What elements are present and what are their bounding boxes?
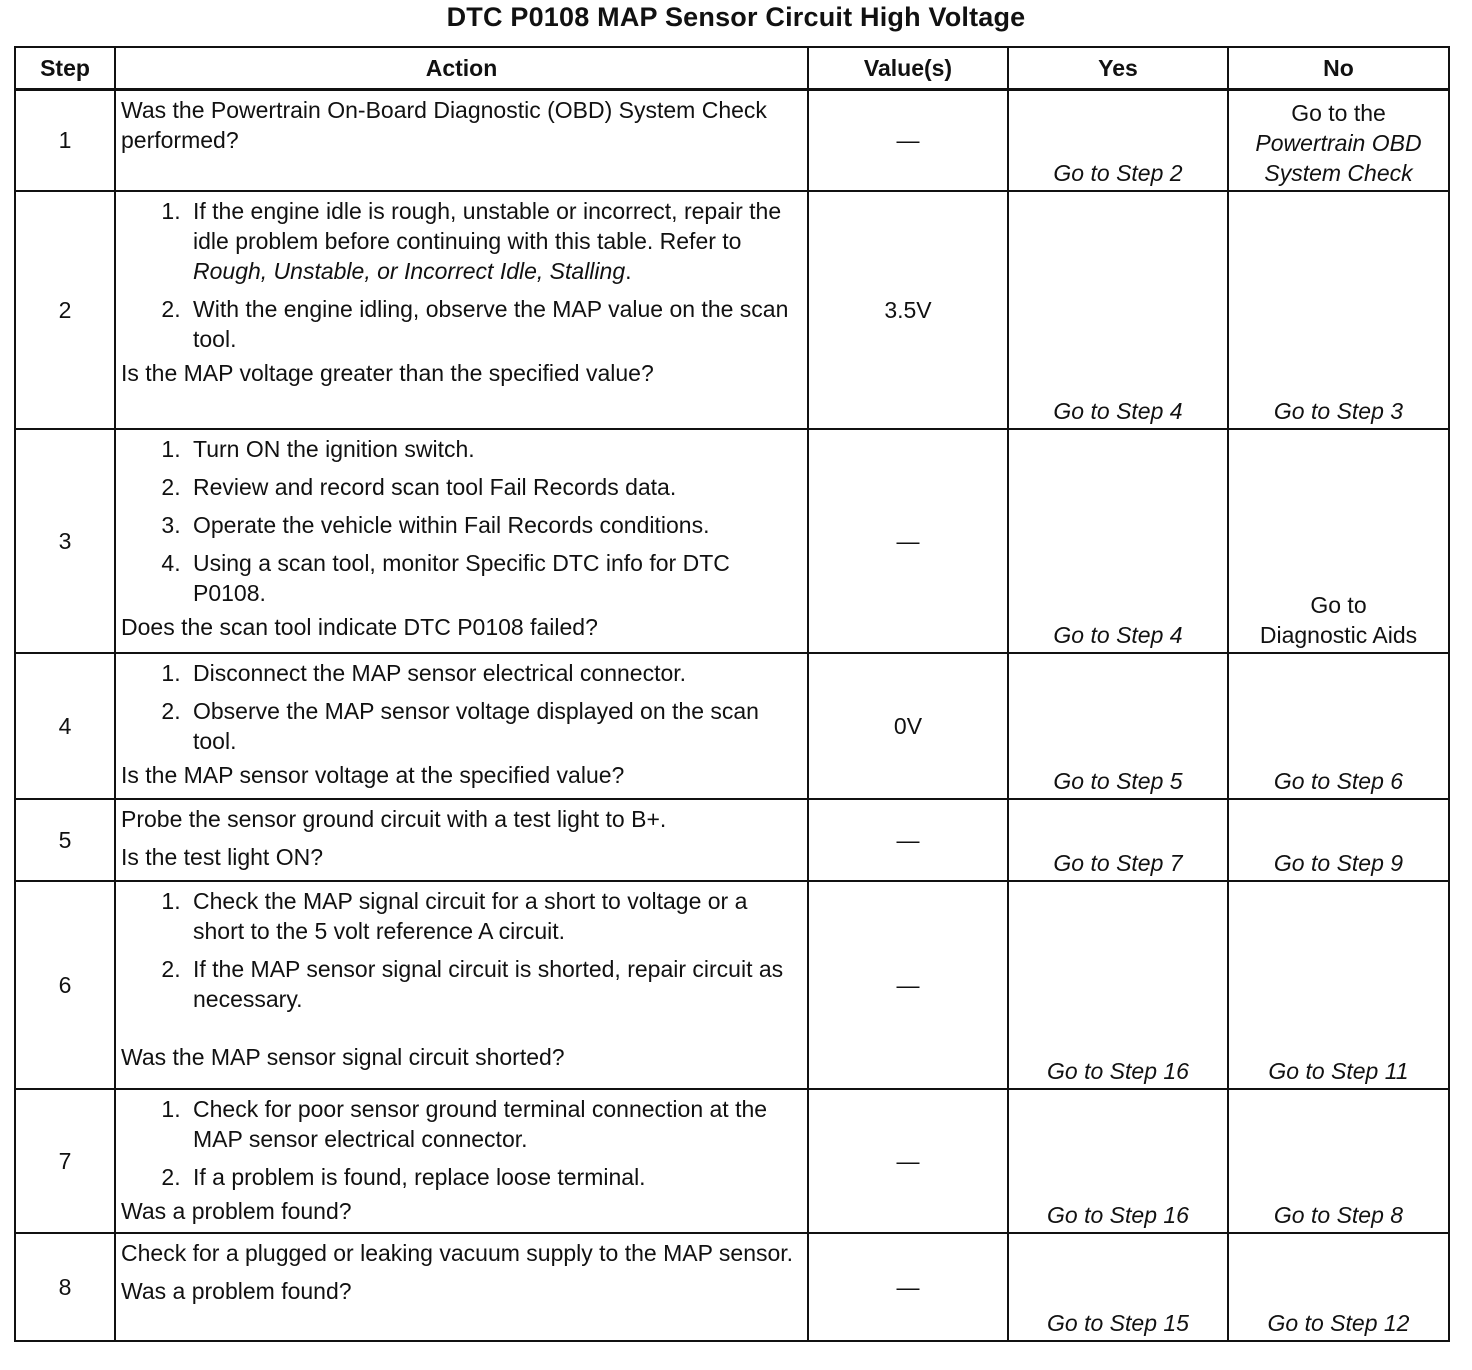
page-title: DTC P0108 MAP Sensor Circuit High Voltage bbox=[446, 2, 1026, 32]
no-link[interactable]: Go to Step 6 bbox=[1228, 653, 1449, 799]
blank-space bbox=[121, 1018, 801, 1042]
value-cell: 3.5V bbox=[808, 191, 1008, 429]
list-item: 2. Observe the MAP sensor voltage displayed on the scan tool. bbox=[187, 696, 801, 756]
value-cell: — bbox=[808, 1233, 1008, 1341]
no-link[interactable] bbox=[1228, 90, 1449, 191]
no-link[interactable]: Go to Step 8 bbox=[1228, 1089, 1449, 1233]
no-link[interactable] bbox=[1228, 429, 1449, 653]
diagnostic-table bbox=[14, 46, 1450, 1342]
action-text: Was the Powertrain On-Board Diagnostic (OBD) System Check performed? bbox=[121, 97, 767, 153]
action-cell bbox=[115, 191, 808, 429]
list-item: 3. Operate the vehicle within Fail Records conditions. bbox=[187, 510, 801, 540]
value-cell: — bbox=[808, 799, 1008, 881]
step-number: 8 bbox=[15, 1233, 115, 1341]
action-steps-list bbox=[121, 658, 801, 756]
list-item: 2. Review and record scan tool Fail Records data. bbox=[187, 472, 801, 502]
action-cell bbox=[115, 90, 808, 191]
action-steps-list bbox=[121, 434, 801, 608]
list-item: 1. Turn ON the ignition switch. bbox=[187, 434, 801, 464]
yes-link[interactable]: Go to Step 4 bbox=[1008, 429, 1228, 653]
question-text: Was a problem found? bbox=[121, 1277, 352, 1304]
question-text: Does the scan tool indicate DTC P0108 failed? bbox=[121, 613, 598, 640]
list-item: 2. If the MAP sensor signal circuit is shorted, repair circuit as necessary. bbox=[187, 954, 801, 1014]
action-text: Check for a plugged or leaking vacuum supply to the MAP sensor. bbox=[121, 1239, 794, 1266]
table-row bbox=[15, 1089, 1449, 1233]
table-row bbox=[15, 191, 1449, 429]
no-link-text: Go to Diagnostic Aids bbox=[1259, 591, 1418, 648]
no-link[interactable]: Go to Step 3 bbox=[1228, 191, 1449, 429]
table-row bbox=[15, 653, 1449, 799]
action-cell bbox=[115, 1233, 808, 1341]
value-cell: — bbox=[808, 90, 1008, 191]
yes-link[interactable]: Go to Step 7 bbox=[1008, 799, 1228, 881]
value-cell: 0V bbox=[808, 653, 1008, 799]
step-number: 1 bbox=[15, 90, 115, 191]
no-link-reference: Powertrain OBD System Check bbox=[1255, 129, 1422, 186]
action-steps-list bbox=[121, 196, 801, 354]
table-row bbox=[15, 799, 1449, 881]
list-item: 2. If a problem is found, replace loose terminal. bbox=[187, 1162, 801, 1192]
action-steps-list bbox=[121, 886, 801, 1014]
step-number: 5 bbox=[15, 799, 115, 881]
table-row bbox=[15, 429, 1449, 653]
yes-link[interactable]: Go to Step 5 bbox=[1008, 653, 1228, 799]
yes-link[interactable]: Go to Step 15 bbox=[1008, 1233, 1228, 1341]
step-number: 4 bbox=[15, 653, 115, 799]
list-item-suffix: . bbox=[625, 257, 632, 284]
step-number: 3 bbox=[15, 429, 115, 653]
value-cell: — bbox=[808, 881, 1008, 1089]
action-cell bbox=[115, 799, 808, 881]
table-row bbox=[15, 1233, 1449, 1341]
question-text: Was a problem found? bbox=[121, 1197, 352, 1224]
question-text: Is the MAP sensor voltage at the specified value? bbox=[121, 761, 625, 788]
action-steps-list bbox=[121, 1094, 801, 1192]
header-values: Value(s) bbox=[808, 47, 1008, 90]
no-link[interactable]: Go to Step 11 bbox=[1228, 881, 1449, 1089]
table-row bbox=[15, 90, 1449, 191]
action-cell bbox=[115, 429, 808, 653]
header-step: Step bbox=[15, 47, 115, 90]
list-item: 1. Check for poor sensor ground terminal connection at the MAP sensor electrical connector. bbox=[187, 1094, 801, 1154]
list-item: 1. Disconnect the MAP sensor electrical connector. bbox=[187, 658, 801, 688]
action-cell bbox=[115, 653, 808, 799]
list-item: 1. Check the MAP signal circuit for a short to voltage or a short to the 5 volt reference A circuit. bbox=[187, 886, 801, 946]
action-cell bbox=[115, 1089, 808, 1233]
header-no: No bbox=[1228, 47, 1449, 90]
table-row bbox=[15, 881, 1449, 1089]
question-text: Is the MAP voltage greater than the specified value? bbox=[121, 359, 654, 386]
yes-link[interactable]: Go to Step 16 bbox=[1008, 881, 1228, 1089]
reference-link[interactable]: Rough, Unstable, or Incorrect Idle, Stalling bbox=[193, 257, 626, 284]
no-link[interactable]: Go to Step 12 bbox=[1228, 1233, 1449, 1341]
step-number: 2 bbox=[15, 191, 115, 429]
action-text: Probe the sensor ground circuit with a test light to B+. bbox=[121, 805, 667, 832]
step-number: 6 bbox=[15, 881, 115, 1089]
step-number: 7 bbox=[15, 1089, 115, 1233]
yes-link[interactable]: Go to Step 4 bbox=[1008, 191, 1228, 429]
action-cell bbox=[115, 881, 808, 1089]
header-action: Action bbox=[115, 47, 808, 90]
list-item-text: If the engine idle is rough, unstable or incorrect, repair the idle problem before continuing with this table. Refer to bbox=[193, 197, 782, 254]
header-yes: Yes bbox=[1008, 47, 1228, 90]
value-cell: — bbox=[808, 429, 1008, 653]
list-item: 2. With the engine idling, observe the MAP value on the scan tool. bbox=[187, 294, 801, 354]
no-link-prefix: Go to the bbox=[1291, 99, 1386, 126]
list-item bbox=[187, 196, 801, 286]
list-item: 4. Using a scan tool, monitor Specific DTC info for DTC P0108. bbox=[187, 548, 801, 608]
question-text: Is the test light ON? bbox=[121, 843, 323, 870]
value-cell: — bbox=[808, 1089, 1008, 1233]
no-link[interactable]: Go to Step 9 bbox=[1228, 799, 1449, 881]
header-row bbox=[15, 47, 1449, 90]
yes-link[interactable]: Go to Step 16 bbox=[1008, 1089, 1228, 1233]
question-text: Was the MAP sensor signal circuit shorted? bbox=[121, 1043, 565, 1070]
yes-link[interactable]: Go to Step 2 bbox=[1008, 90, 1228, 191]
